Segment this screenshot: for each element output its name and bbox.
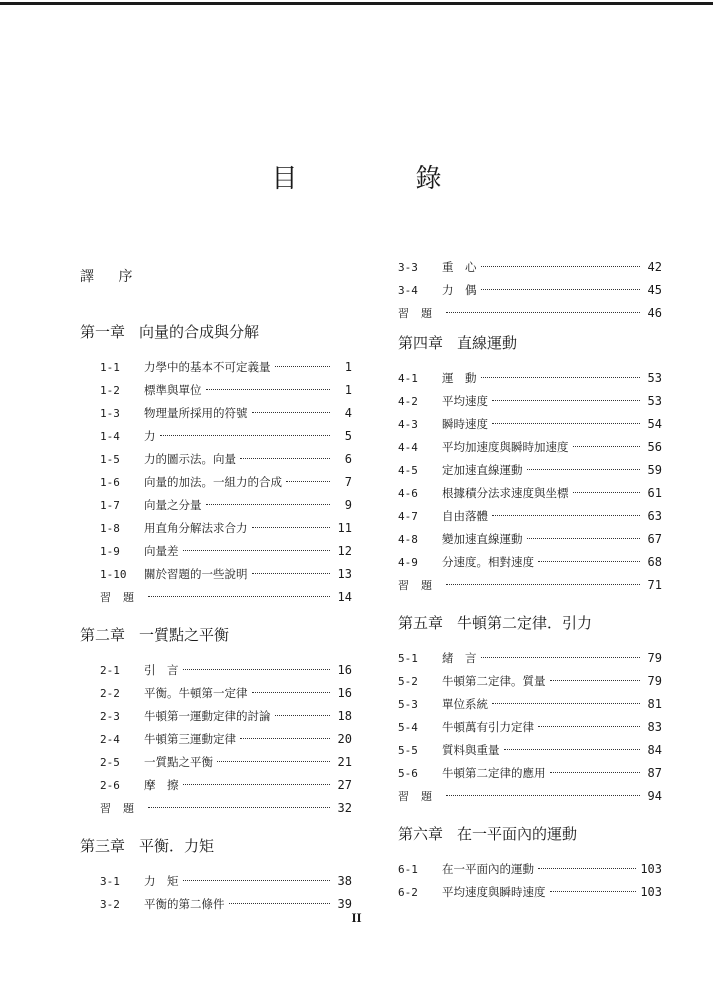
page-ref: 7 bbox=[344, 475, 352, 489]
page-ref: 45 bbox=[647, 283, 662, 297]
toc-entry bbox=[398, 670, 662, 693]
dot-leader bbox=[492, 423, 640, 424]
toc-entry bbox=[398, 367, 662, 390]
section-title: 緒 言 bbox=[442, 651, 477, 665]
section-title: 用直角分解法求合力 bbox=[144, 521, 248, 535]
dot-leader bbox=[492, 703, 640, 704]
section-number: 1-5 bbox=[100, 453, 120, 466]
page-ref: 53 bbox=[647, 371, 662, 385]
section-number: 1-9 bbox=[100, 545, 120, 558]
section-number: 4-5 bbox=[398, 464, 418, 477]
chapter-heading bbox=[80, 617, 352, 653]
toc-entry bbox=[80, 728, 352, 751]
page-ref: 9 bbox=[344, 498, 352, 512]
section-number: 5-5 bbox=[398, 744, 418, 757]
dot-leader bbox=[240, 738, 330, 739]
dot-leader bbox=[481, 377, 641, 378]
dot-leader bbox=[446, 312, 640, 313]
dot-leader bbox=[252, 527, 331, 528]
dot-leader bbox=[446, 584, 640, 585]
dot-leader bbox=[252, 573, 331, 574]
dot-leader bbox=[148, 596, 330, 597]
chapter-heading bbox=[398, 605, 662, 641]
section-title: 牛頓萬有引力定律 bbox=[442, 720, 534, 734]
toc-entry bbox=[80, 540, 352, 563]
section-number: 4-8 bbox=[398, 533, 418, 546]
section-number: 2-4 bbox=[100, 733, 120, 746]
section-title: 平均速度 bbox=[442, 394, 488, 408]
chapter-heading bbox=[398, 325, 662, 361]
page-ref: 79 bbox=[647, 651, 662, 665]
toc-entry bbox=[80, 774, 352, 797]
page-ref: 1 bbox=[344, 383, 352, 397]
toc-entry bbox=[80, 402, 352, 425]
chapter-number: 第四章 bbox=[398, 334, 444, 352]
dot-leader bbox=[492, 515, 640, 516]
dot-leader bbox=[573, 446, 641, 447]
section-title: 瞬時速度 bbox=[442, 417, 488, 431]
section-title: 引 言 bbox=[144, 663, 179, 677]
toc-entry bbox=[398, 528, 662, 551]
toc-entry bbox=[398, 436, 662, 459]
section-number: 習題 bbox=[100, 591, 146, 604]
section-title: 平衡的第二條件 bbox=[144, 897, 225, 911]
section-number: 2-5 bbox=[100, 756, 120, 769]
section-title: 牛頓第二定律的應用 bbox=[442, 766, 546, 780]
page-ref: 27 bbox=[337, 778, 352, 792]
section-title: 物理量所採用的符號 bbox=[144, 406, 248, 420]
page-ref: 21 bbox=[337, 755, 352, 769]
page-ref: 61 bbox=[647, 486, 662, 500]
section-title: 力 偶 bbox=[442, 283, 477, 297]
section-title: 力的圖示法。向量 bbox=[144, 452, 236, 466]
page-ref: 56 bbox=[647, 440, 662, 454]
toc-entry bbox=[398, 785, 662, 808]
dot-leader bbox=[527, 469, 641, 470]
section-number: 2-3 bbox=[100, 710, 120, 723]
dot-leader bbox=[492, 400, 640, 401]
toc-entry bbox=[80, 586, 352, 609]
page-ref: 87 bbox=[647, 766, 662, 780]
section-title: 牛頓第二定律。質量 bbox=[442, 674, 546, 688]
section-title: 根據積分法求速度與坐標 bbox=[442, 486, 569, 500]
toc-entry bbox=[398, 693, 662, 716]
toc-entry bbox=[398, 459, 662, 482]
dot-leader bbox=[240, 458, 330, 459]
page-ref: 81 bbox=[647, 697, 662, 711]
page-ref: 59 bbox=[647, 463, 662, 477]
page-ref: 16 bbox=[337, 663, 352, 677]
toc-entry bbox=[80, 682, 352, 705]
dot-leader bbox=[275, 715, 331, 716]
dot-leader bbox=[573, 492, 641, 493]
page-ref: 84 bbox=[647, 743, 662, 757]
page-ref: 13 bbox=[337, 567, 352, 581]
page-ref: 67 bbox=[647, 532, 662, 546]
section-title: 單位系統 bbox=[442, 697, 488, 711]
dot-leader bbox=[527, 538, 641, 539]
dot-leader bbox=[550, 772, 641, 773]
section-title: 一質點之平衡 bbox=[144, 755, 213, 769]
page-ref: 5 bbox=[344, 429, 352, 443]
page-title: 目 錄 bbox=[271, 164, 488, 194]
section-title: 標準與單位 bbox=[144, 383, 202, 397]
section-number: 3-1 bbox=[100, 875, 120, 888]
section-title: 向量差 bbox=[144, 544, 179, 558]
chapter-number: 第一章 bbox=[80, 323, 126, 341]
chapter-title: 直線運動 bbox=[457, 334, 518, 352]
section-title: 牛頓第一運動定律的討論 bbox=[144, 709, 271, 723]
section-title: 定加速直線運動 bbox=[442, 463, 523, 477]
section-number: 4-9 bbox=[398, 556, 418, 569]
toc-entry bbox=[398, 739, 662, 762]
section-number: 1-4 bbox=[100, 430, 120, 443]
toc-entry bbox=[80, 870, 352, 893]
toc-entry bbox=[398, 762, 662, 785]
page-ref: 16 bbox=[337, 686, 352, 700]
toc-entry bbox=[80, 494, 352, 517]
dot-leader bbox=[206, 389, 331, 390]
toc-right-column bbox=[398, 256, 662, 904]
page-ref: 1 bbox=[344, 360, 352, 374]
chapter-number: 第三章 bbox=[80, 837, 126, 855]
dot-leader bbox=[504, 749, 641, 750]
toc-entry bbox=[398, 390, 662, 413]
page-ref: 68 bbox=[647, 555, 662, 569]
page-ref: 11 bbox=[337, 521, 352, 535]
page-ref: 71 bbox=[647, 578, 662, 592]
toc-entry bbox=[80, 425, 352, 448]
section-number: 1-8 bbox=[100, 522, 120, 535]
chapter-title: 平衡．力矩 bbox=[139, 837, 215, 855]
section-number: 習題 bbox=[100, 802, 146, 815]
dot-leader bbox=[160, 435, 331, 436]
toc-entry bbox=[398, 716, 662, 739]
toc-entry bbox=[398, 413, 662, 436]
section-number: 習題 bbox=[398, 307, 444, 320]
dot-leader bbox=[550, 891, 637, 892]
page-ref: 103 bbox=[640, 862, 662, 876]
section-title: 自由落體 bbox=[442, 509, 488, 523]
dot-leader bbox=[217, 761, 330, 762]
section-number: 習題 bbox=[398, 579, 444, 592]
dot-leader bbox=[183, 669, 331, 670]
dot-leader bbox=[252, 692, 331, 693]
chapter-title: 向量的合成與分解 bbox=[139, 323, 260, 341]
page-ref: 4 bbox=[344, 406, 352, 420]
toc-entry bbox=[80, 517, 352, 540]
section-number: 5-4 bbox=[398, 721, 418, 734]
dot-leader bbox=[148, 807, 330, 808]
page-ref: 32 bbox=[337, 801, 352, 815]
section-title: 變加速直線運動 bbox=[442, 532, 523, 546]
section-title: 平均加速度與瞬時加速度 bbox=[442, 440, 569, 454]
section-number: 4-1 bbox=[398, 372, 418, 385]
toc-entry bbox=[80, 659, 352, 682]
section-title: 摩 擦 bbox=[144, 778, 179, 792]
section-number: 3-3 bbox=[398, 261, 418, 274]
toc-entry bbox=[80, 705, 352, 728]
toc-entry bbox=[398, 279, 662, 302]
toc-entry bbox=[80, 379, 352, 402]
section-title: 向量之分量 bbox=[144, 498, 202, 512]
page-ref: 20 bbox=[337, 732, 352, 746]
page-ref: 63 bbox=[647, 509, 662, 523]
chapter-heading bbox=[80, 314, 352, 350]
section-number: 5-2 bbox=[398, 675, 418, 688]
dot-leader bbox=[538, 726, 640, 727]
dot-leader bbox=[538, 561, 640, 562]
page-ref: 6 bbox=[344, 452, 352, 466]
section-title: 質料與重量 bbox=[442, 743, 500, 757]
page-ref: 39 bbox=[337, 897, 352, 911]
chapter-title: 一質點之平衡 bbox=[139, 626, 230, 644]
toc-entry bbox=[80, 356, 352, 379]
section-number: 1-10 bbox=[100, 568, 127, 581]
toc-entry bbox=[398, 505, 662, 528]
section-title: 分速度。相對速度 bbox=[442, 555, 534, 569]
toc-entry bbox=[80, 563, 352, 586]
section-number: 1-7 bbox=[100, 499, 120, 512]
section-number: 4-6 bbox=[398, 487, 418, 500]
page-ref: 79 bbox=[647, 674, 662, 688]
page-ref: 54 bbox=[647, 417, 662, 431]
dot-leader bbox=[446, 795, 640, 796]
dot-leader bbox=[183, 880, 331, 881]
chapter-number: 第六章 bbox=[398, 825, 444, 843]
section-number: 1-2 bbox=[100, 384, 120, 397]
dot-leader bbox=[183, 784, 331, 785]
section-title: 平均速度與瞬時速度 bbox=[442, 885, 546, 899]
page-ref: 12 bbox=[337, 544, 352, 558]
page-ref: 53 bbox=[647, 394, 662, 408]
toc-entry bbox=[80, 797, 352, 820]
section-number: 5-3 bbox=[398, 698, 418, 711]
dot-leader bbox=[481, 289, 641, 290]
toc-entry bbox=[398, 881, 662, 904]
toc-entry bbox=[398, 302, 662, 325]
toc-entry bbox=[398, 647, 662, 670]
dot-leader bbox=[275, 366, 331, 367]
section-number: 5-6 bbox=[398, 767, 418, 780]
toc-left-column bbox=[80, 314, 352, 916]
chapter-title: 在一平面內的運動 bbox=[457, 825, 578, 843]
section-number: 6-1 bbox=[398, 863, 418, 876]
section-number: 4-2 bbox=[398, 395, 418, 408]
dot-leader bbox=[286, 481, 330, 482]
section-number: 2-6 bbox=[100, 779, 120, 792]
section-title: 平衡。牛頓第一定律 bbox=[144, 686, 248, 700]
section-number: 4-7 bbox=[398, 510, 418, 523]
dot-leader bbox=[183, 550, 331, 551]
toc-entry bbox=[398, 551, 662, 574]
section-title: 向量的加法。一組力的合成 bbox=[144, 475, 282, 489]
section-number: 3-4 bbox=[398, 284, 418, 297]
section-number: 3-2 bbox=[100, 898, 120, 911]
page-ref: 42 bbox=[647, 260, 662, 274]
section-title: 在一平面內的運動 bbox=[442, 862, 534, 876]
preface-entry: 譯 序 bbox=[80, 269, 143, 285]
toc-entry bbox=[398, 574, 662, 597]
dot-leader bbox=[538, 868, 636, 869]
dot-leader bbox=[252, 412, 331, 413]
section-number: 1-3 bbox=[100, 407, 120, 420]
dot-leader bbox=[206, 504, 331, 505]
toc-entry bbox=[80, 471, 352, 494]
toc-entry bbox=[398, 482, 662, 505]
chapter-title: 牛頓第二定律．引力 bbox=[457, 614, 593, 632]
section-title: 力學中的基本不可定義量 bbox=[144, 360, 271, 374]
section-number: 2-1 bbox=[100, 664, 120, 677]
section-number: 1-6 bbox=[100, 476, 120, 489]
page-number: II bbox=[351, 910, 362, 925]
section-number: 6-2 bbox=[398, 886, 418, 899]
toc-entry bbox=[80, 751, 352, 774]
page-ref: 83 bbox=[647, 720, 662, 734]
chapter-number: 第二章 bbox=[80, 626, 126, 644]
section-number: 1-1 bbox=[100, 361, 120, 374]
section-title: 力 矩 bbox=[144, 874, 179, 888]
page-ref: 103 bbox=[640, 885, 662, 899]
toc-entry bbox=[398, 858, 662, 881]
chapter-number: 第五章 bbox=[398, 614, 444, 632]
section-title: 運 動 bbox=[442, 371, 477, 385]
section-number: 2-2 bbox=[100, 687, 120, 700]
section-number: 4-3 bbox=[398, 418, 418, 431]
section-title: 牛頓第三運動定律 bbox=[144, 732, 236, 746]
dot-leader bbox=[229, 903, 331, 904]
page-ref: 94 bbox=[647, 789, 662, 803]
section-number: 4-4 bbox=[398, 441, 418, 454]
dot-leader bbox=[481, 657, 641, 658]
page-ref: 46 bbox=[647, 306, 662, 320]
section-number: 習題 bbox=[398, 790, 444, 803]
section-title: 關於習題的一些說明 bbox=[144, 567, 248, 581]
toc-entry bbox=[398, 256, 662, 279]
toc-entry bbox=[80, 448, 352, 471]
dot-leader bbox=[481, 266, 641, 267]
section-number: 5-1 bbox=[398, 652, 418, 665]
section-title: 重 心 bbox=[442, 260, 477, 274]
page-ref: 14 bbox=[337, 590, 352, 604]
dot-leader bbox=[550, 680, 641, 681]
chapter-heading bbox=[80, 828, 352, 864]
top-rule bbox=[0, 2, 713, 5]
page-ref: 38 bbox=[337, 874, 352, 888]
page-ref: 18 bbox=[337, 709, 352, 723]
chapter-heading bbox=[398, 816, 662, 852]
section-title: 力 bbox=[144, 429, 156, 443]
